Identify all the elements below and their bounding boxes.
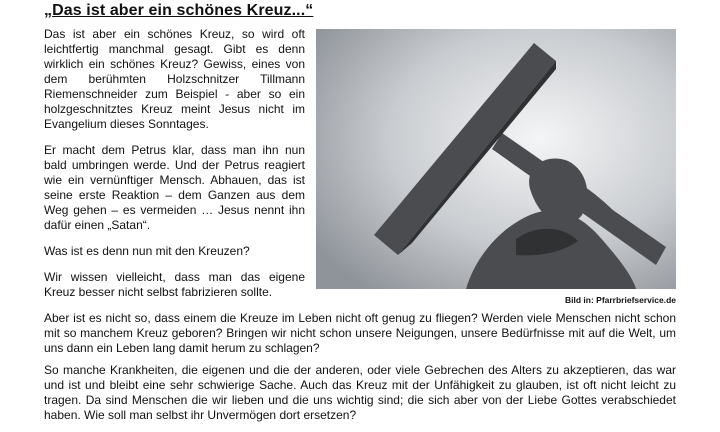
paragraph-life-crosses: Aber ist es nicht so, dass einem die Kreuze im Leben nicht oft genug zu fliegen? Werden viele Menschen nicht schon mit so manchem Kreuz geboren? Bringen wir nicht schon unsere Neigungen, unsere Bedürfnisse mit auf die Welt, um uns dann ein Leben lang damit herum zu schlagen? [44, 311, 676, 355]
article-title: „Das ist aber ein schönes Kreuz...“ [44, 2, 314, 19]
paragraph-intro: Das ist aber ein schönes Kreuz, so wird oft leichtfertig manchmal gesagt. Gibt es denn wirklich ein schönes Kreuz? Gewiss, eines von dem berühmten Holzschnitzer Tillmann Riemenschneider zum Beispiel - aber so ein holzgeschnitztes Kreuz meint Jesus nicht im Evangelium dieses Sonntages. [44, 27, 305, 131]
paragraph-question: Was ist es denn nun mit den Kreuzen? [44, 244, 250, 258]
cross-bearing-photo [316, 29, 676, 289]
image-credit: Bild in: Pfarrbriefservice.de [564, 295, 676, 305]
paragraph-illness-faith: So manche Krankheiten, die eigenen und die der anderen, oder viele Gebrechen des Alters zu akzeptieren, das war und ist und bleibt eine sehr schwierige Sache. Auch das Kreuz mit der Unfähigkeit zu glauben, ist oft nicht leicht zu tragen. Da sind Menschen die wir lieben und die uns wichtig sind; die sich aber von der Liebe Gottes verabschiedet haben. Wie soll man selbst ihr Unvermögen dort ersetzen? [44, 363, 676, 422]
jesus-with-cross-image [316, 29, 676, 289]
paragraph-petrus: Er macht dem Petrus klar, dass man ihn nun bald umbringen werde. Und der Petrus reagiert wie ein vernünftiger Mensch. Abhauen, das ist seine erste Reaktion – dem Ganzen aus dem Weg gehen – es vermeiden … Jesus nennt ihn dafür einen „Satan“. [44, 143, 305, 232]
left-text-column [44, 27, 305, 300]
paragraph-knowledge: Wir wissen vielleicht, dass man das eigene Kreuz besser nicht selbst fabrizieren sollte. [44, 270, 305, 299]
